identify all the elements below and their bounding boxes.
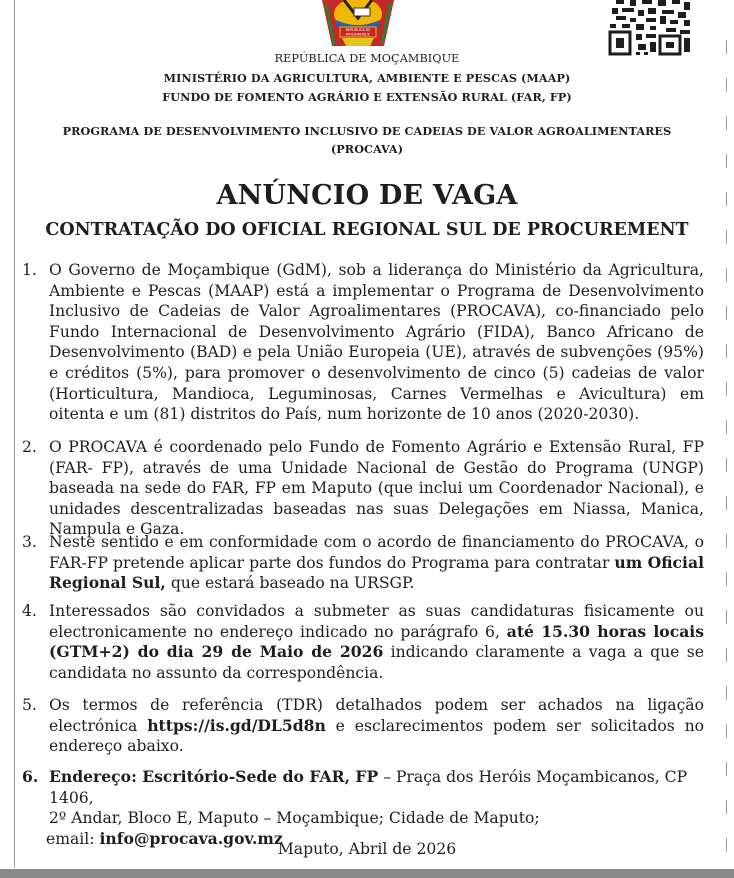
paragraph-text: que estará baseado na URSGP. bbox=[165, 574, 415, 593]
header-fund: FUNDO DE FOMENTO AGRÁRIO E EXTENSÃO RURAL (FAR, FP) bbox=[162, 90, 572, 104]
paragraph-number: 2. bbox=[22, 438, 37, 456]
mozambique-emblem-icon bbox=[318, 0, 398, 46]
page-title: ANÚNCIO DE VAGA bbox=[216, 180, 518, 211]
address-line2: 2º Andar, Bloco E, Maputo – Moçambique; Cidade de Maputo; bbox=[49, 809, 540, 828]
email-link[interactable]: info@procava.gov.mz bbox=[99, 828, 283, 848]
position-title: um Oficial Regional Sul, bbox=[49, 552, 704, 593]
tdr-link[interactable]: https://is.gd/DL5d8n bbox=[147, 715, 326, 735]
header-programme-line1: PROGRAMA DE DESENVOLVIMENTO INCLUSIVO DE CADEIAS DE VALOR AGROALIMENTARES bbox=[62, 124, 672, 138]
paragraph-1 bbox=[22, 260, 704, 425]
paragraph-5 bbox=[22, 695, 704, 757]
deadline: até 15.30 horas locais (GTM+2) do dia 29 de Maio de 2026 bbox=[49, 621, 704, 662]
paragraph-number: 3. bbox=[22, 533, 37, 551]
paragraph-number: 1. bbox=[22, 261, 37, 279]
emblem-text: REPÚBLICA DE bbox=[345, 28, 371, 32]
paragraph-3 bbox=[22, 532, 704, 594]
header-programme-line2: (PROCAVA) bbox=[330, 142, 404, 156]
page-subtitle: CONTRATAÇÃO DO OFICIAL REGIONAL SUL DE PROCUREMENT bbox=[45, 220, 689, 240]
address-line1: – Praça dos Heróis Moçambicanos, CP 1406, bbox=[49, 768, 688, 807]
viewer-bottom-bar bbox=[0, 869, 734, 878]
email-label: email: bbox=[46, 829, 100, 848]
paragraph-number: 5. bbox=[22, 696, 37, 714]
page-right-border bbox=[726, 40, 727, 868]
address-label: Endereço: Escritório-Sede do FAR, FP bbox=[49, 767, 379, 786]
closing-date: Maputo, Abril de 2026 bbox=[277, 840, 457, 858]
header-country: REPÚBLICA DE MOÇAMBIQUE bbox=[274, 52, 460, 65]
paragraph-number: 4. bbox=[22, 602, 37, 620]
paragraph-text: Neste sentido e em conformidade com o acordo de financiamento do PROCAVA, o FAR-FP pretende aplicar parte dos fundos do Programa para contratar bbox=[49, 533, 704, 572]
paragraph-6 bbox=[22, 767, 704, 849]
paragraph-number: 6. bbox=[22, 767, 39, 786]
paragraph-text: indicando claramente a vaga a que se candidata no assunto da correspondência. bbox=[49, 643, 704, 682]
header-ministry: MINISTÉRIO DA AGRICULTURA, AMBIENTE E PESCAS (MAAP) bbox=[163, 71, 571, 85]
paragraph-text: O Governo de Moçambique (GdM), sob a liderança do Ministério da Agricultura, Ambiente e Pescas (MAAP) está a implementar o Programa de Desenvolvimento Inclusivo de Cadeias de Valor Agroalimentares (PROCAVA), co-financiado pelo Fundo Internacional de Desenvolvimento Agrário (FIDA), Banco Africano de Desenvolvimento (BAD) e pela União Europeia (UE), através de subvenções (95%) e créditos (5%), para promover o desenvolvimento de cinco (5) cadeias de valor (Horticultura, Mandioca, Leguminosas, Carnes Vermelhas e Avicultura) em oitenta e um (81) distritos do País, num horizonte de 10 anos (2020-2030). bbox=[49, 261, 704, 424]
paragraph-text: Interessados são convidados a submeter as suas candidaturas fisicamente ou electronicamente no endereço indicado no parágrafo 6, bbox=[49, 602, 704, 641]
paragraph-text: e esclarecimentos podem ser solicitados no endereço abaixo. bbox=[49, 716, 705, 756]
paragraph-text: Os termos de referência (TDR) detalhados podem ser achados na ligação electrónica bbox=[49, 696, 704, 735]
qr-code-icon bbox=[608, 0, 694, 56]
svg-text:MOÇAMBIQUE: MOÇAMBIQUE bbox=[346, 32, 370, 37]
paragraph-4 bbox=[22, 601, 704, 683]
paragraph-text: O PROCAVA é coordenado pelo Fundo de Fomento Agrário e Extensão Rural, FP (FAR- FP), através de uma Unidade Nacional de Gestão do Programa (UNGP) baseada na sede do FAR, FP em Maputo (que inclui um Coordenador Nacional), e unidades descentralizadas baseadas nas suas Delegações em Niassa, Manica, Nampula e Gaza. bbox=[49, 438, 704, 539]
paragraph-2 bbox=[22, 437, 704, 540]
